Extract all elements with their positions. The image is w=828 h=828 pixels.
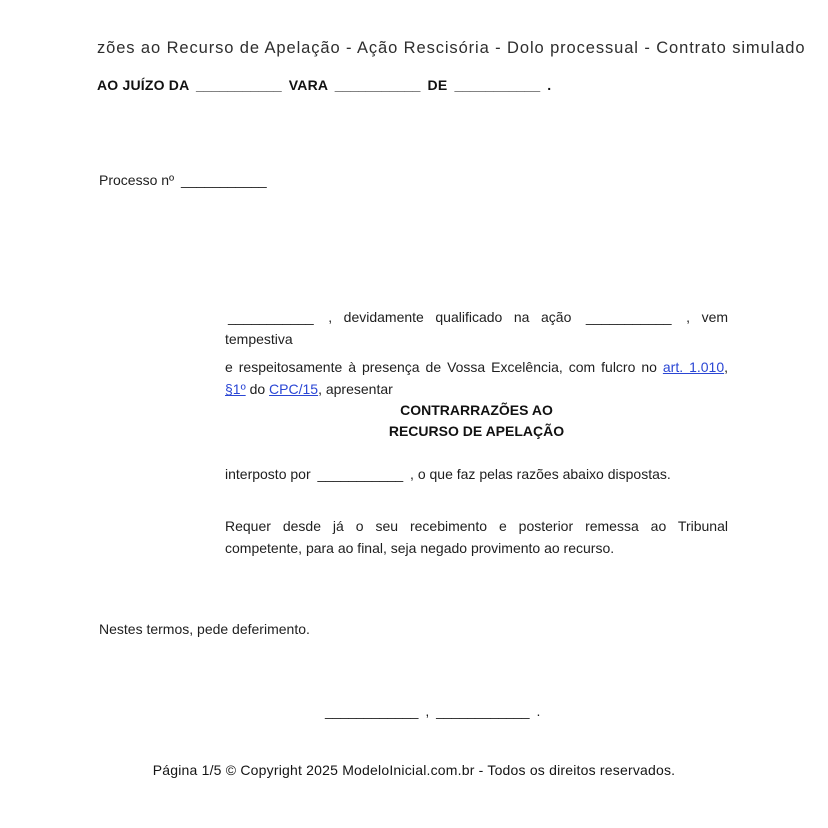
court-address-line [97,77,551,93]
signature-date-blank: ____________ [436,703,530,719]
closing-line: Nestes termos, pede deferimento. [99,621,310,637]
court-vara-label: VARA [288,77,328,93]
page-footer: Página 1/5 © Copyright 2025 ModeloInicial.com.br - Todos os direitos reservados. [152,762,676,778]
link-cpc15[interactable]: CPC/15 [269,381,319,397]
petition-heading-line-2: RECURSO DE APELAÇÃO [388,423,565,439]
case-number-label: Processo nº [99,172,175,188]
request-paragraph-line-2: competente, para ao final, seja negado provimento ao recurso. [225,540,615,556]
interposto-line [225,466,671,482]
opening-do-label: do [249,381,266,397]
signature-line [322,703,540,719]
party-blank: ___________ [228,309,314,325]
opening-paragraph-line-1 [225,306,728,350]
signature-comma: , [425,703,430,719]
opening-text-3: e respeitosamente à presença de Vossa Excelência, com fulcro no [225,359,657,375]
court-blank-1: ___________ [196,77,282,93]
request-paragraph-line-1: Requer desde já o seu recebimento e posterior remessa ao Tribunal [225,518,728,534]
opening-paragraph [225,306,728,400]
petition-heading-line-1: CONTRARRAZÕES AO [400,402,553,418]
opening-text-2: , vem tempestiva [225,309,729,347]
opening-paragraph-line-3 [225,378,728,400]
document-title [97,39,819,63]
court-label: AO JUÍZO DA [97,77,189,93]
request-paragraph [225,515,728,559]
action-blank: ___________ [585,309,672,325]
document-title-text: zões ao Recurso de Apelação - Ação Rescisória - Dolo processual - Contrato simulado [97,39,806,57]
link-paragraph-1[interactable]: §1º [225,381,246,397]
opening-apresentar-text: , apresentar [318,381,393,397]
court-blank-2: ___________ [334,77,421,93]
petition-heading [225,400,728,442]
court-blank-3: ___________ [454,77,541,93]
signature-period: . [536,703,541,719]
case-number-line [99,172,270,188]
link-art-1010[interactable]: art. 1.010 [662,359,725,375]
court-line-period: . [547,77,552,93]
opening-text-1: , devidamente qualificado na ação [328,309,572,325]
opening-comma: , [724,359,729,375]
signature-place-blank: ____________ [325,703,419,719]
appellant-blank: ___________ [317,466,404,482]
interposto-tail: , o que faz pelas razões abaixo dispostas. [410,466,671,482]
court-de-label: DE [427,77,448,93]
interposto-label: interposto por [225,466,311,482]
opening-paragraph-line-2 [225,356,728,378]
case-number-blank: ___________ [181,172,267,188]
